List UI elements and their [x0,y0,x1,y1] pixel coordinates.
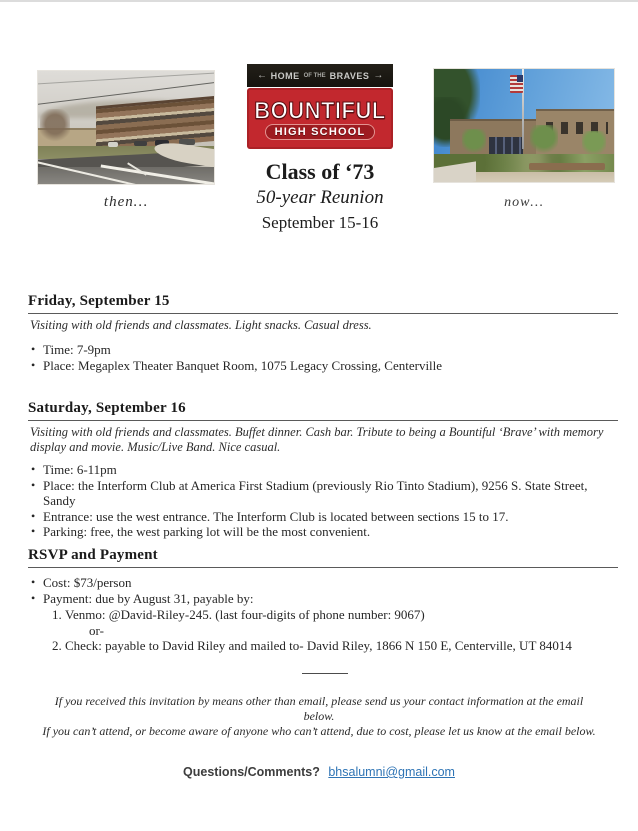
friday-description: Visiting with old friends and classmates. Light snacks. Casual dress. [30,318,372,332]
friday-bullet-list [30,342,618,373]
reunion-subtitle: 50-year Reunion [256,187,384,208]
saturday-place: • Place: the Interform Club at America First Stadium (previously Rio Tinto Stadium), 9256 S. State Street, Sandy [30,478,618,509]
reunion-title-block [209,159,431,235]
rsvp-bullet-list [30,575,618,606]
bare-tree [40,109,70,143]
cost-assistance-note: If you can’t attend, or become aware of anyone who can’t attend, due to cost, please let us know at the email below. [42,724,596,738]
footer-divider [302,673,348,674]
planter-box [529,163,605,170]
saturday-entrance: • Entrance: use the west entrance. The Interform Club is located between sections 15 to 17. [30,509,618,525]
option-text: Venmo: @David-Riley-245. (last four-digits of phone number: 9067) [65,607,425,622]
friday-section [28,293,618,373]
saturday-bullet-list [30,462,618,540]
saturday-time: • Time: 6-11pm [30,462,618,478]
saturday-description: Visiting with old friends and classmates. Buffet dinner. Cash bar. Tribute to being a Bountiful ‘Brave’ with memory display and movie. Music/Live Band. Nice casual. [30,425,604,454]
friday-place: • Place: Megaplex Theater Banquet Room, 1075 Legacy Crossing, Centerville [30,358,618,374]
saturday-heading: Saturday, September 16 [28,400,618,421]
saturday-parking: • Parking: free, the west parking lot will be the most convenient. [30,524,618,540]
now-caption: now… [504,195,544,210]
logo-school-name: BOUNTIFUL [254,96,386,124]
arrow-icon: → [256,69,267,81]
school-logo [247,64,393,149]
rsvp-cost: • Cost: $73/person [30,575,618,591]
small-tree [462,129,486,155]
email-link[interactable]: bhsalumni@gmail.com [328,765,455,779]
parked-car [108,142,118,147]
payment-options-list [52,607,618,653]
contact-info-note: If you received this invitation by means other than email, please send us your contact information at the email below. [54,694,584,723]
us-flag-icon [510,75,523,93]
friday-time: • Time: 7-9pm [30,342,618,358]
school-photo-now [433,68,615,183]
class-title: Class of ‘73 [265,159,375,184]
questions-label: Questions/Comments? [183,765,320,779]
small-tree [530,125,558,155]
parked-car [134,141,147,146]
school-photo-then [37,70,215,185]
arrow-icon: → [373,69,384,81]
page-top-edge [0,0,638,2]
logo-red-sign [247,88,393,149]
option-number: 2. [52,637,62,653]
contact-line [0,765,638,779]
friday-heading: Friday, September 15 [28,293,618,314]
rsvp-heading: RSVP and Payment [28,547,618,568]
option-text: Check: payable to David Riley and mailed to- David Riley, 1866 N 150 E, Centerville, UT 84014 [65,637,572,653]
rsvp-payment-due: • Payment: due by August 31, payable by: [30,591,618,607]
saturday-section [28,400,618,540]
then-caption: then… [103,194,149,210]
payment-option-venmo [52,607,618,623]
banner-word-home: HOME [270,70,300,81]
rsvp-section [28,547,618,653]
payment-option-check [52,638,618,654]
banner-word-of-the: OF THE [303,72,326,79]
home-of-the-braves-banner [247,64,393,87]
option-number: 1. [52,607,62,622]
reunion-dates: September 15-16 [261,213,379,232]
banner-word-braves: BRAVES [329,70,370,81]
or-label: or- [89,622,104,638]
logo-high-school-label: HIGH SCHOOL [266,125,375,139]
